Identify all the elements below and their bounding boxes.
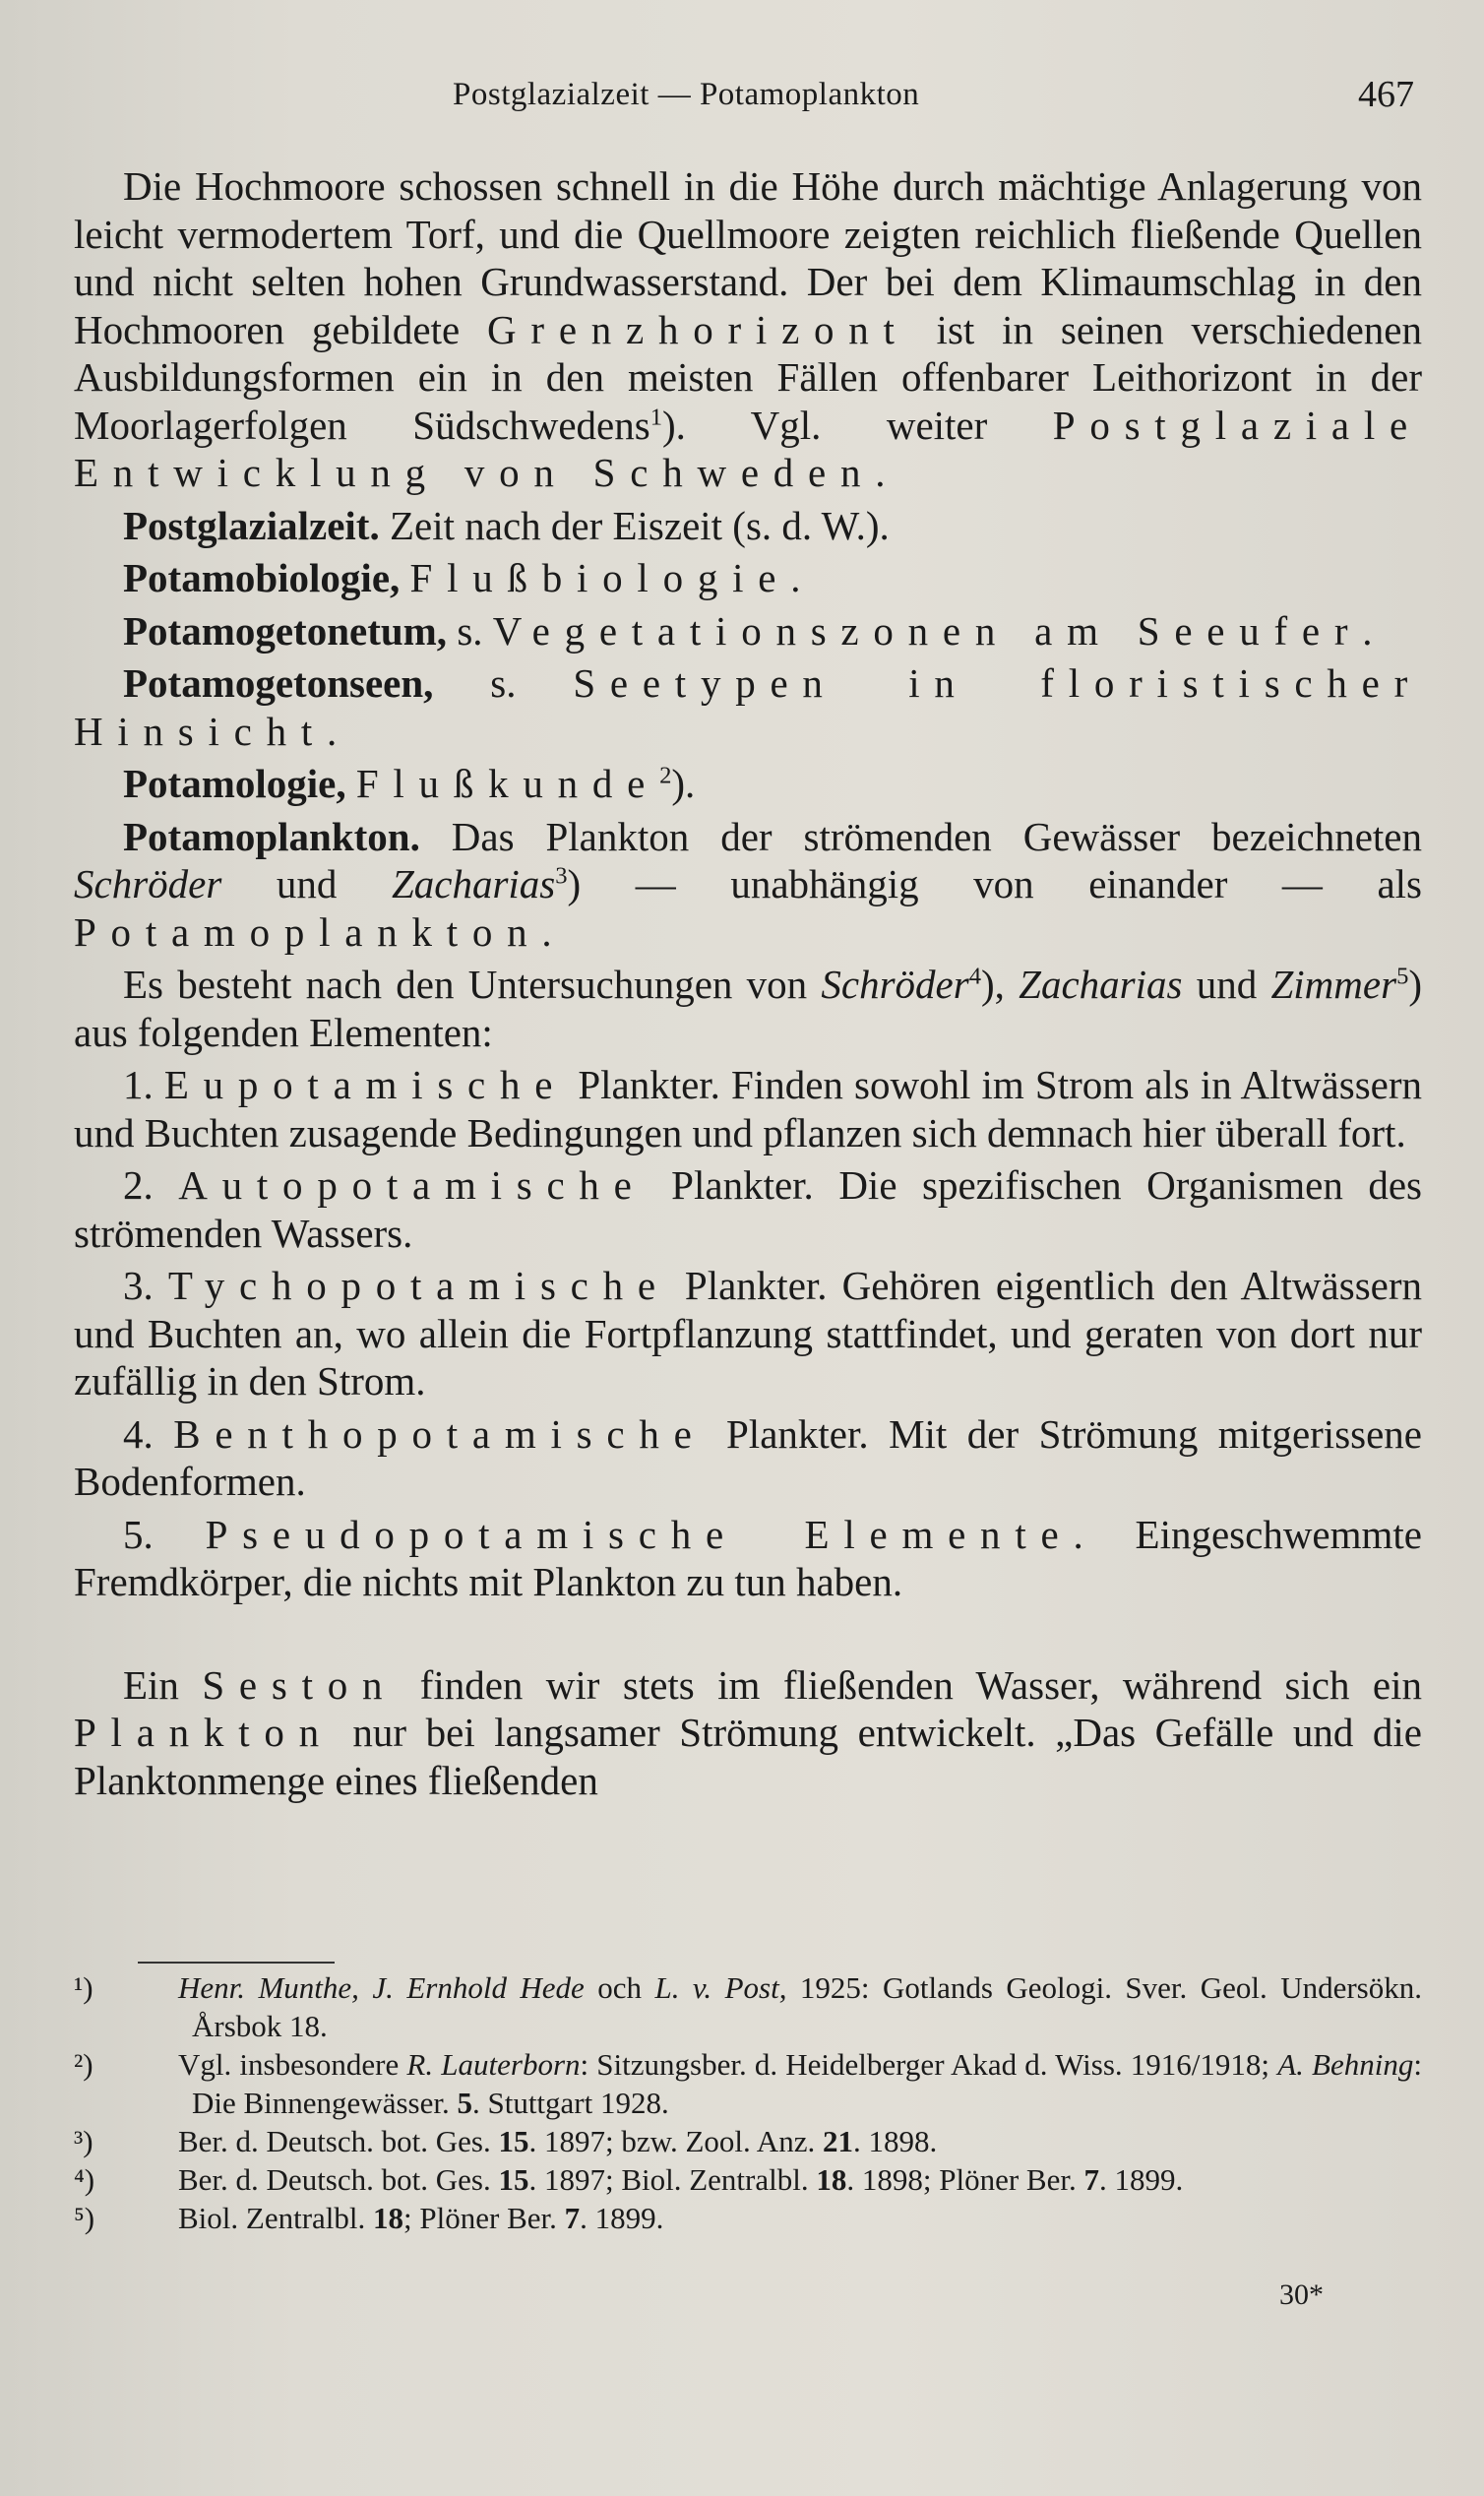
author-name: Schröder xyxy=(821,962,969,1007)
entry-headword: Potamogetonetum, xyxy=(123,607,448,654)
text-run: Plankter. Die spezifischen Organismen des strömenden Wassers. xyxy=(74,1162,1423,1256)
entry-headword: Postglazialzeit. xyxy=(123,502,380,548)
text-run: ). xyxy=(671,761,696,806)
footnote-1 xyxy=(74,1968,1422,2045)
footnote-ref: 3 xyxy=(555,862,568,890)
entry-headword: Potamobiologie, xyxy=(123,555,401,600)
running-title: Postglazialzeit — Potamoplankton xyxy=(453,77,920,112)
element-item-5 xyxy=(74,1511,1422,1606)
volume-number: 15 xyxy=(498,2124,529,2158)
author-name: Zimmer xyxy=(1270,962,1397,1007)
footnotes xyxy=(74,1968,1422,2237)
footnote-ref: 5 xyxy=(1396,963,1409,990)
element-item-4 xyxy=(74,1410,1422,1506)
author-name: Henr. Munthe, J. Ernhold Hede xyxy=(178,1970,585,2005)
text-run: Ein xyxy=(123,1661,203,1708)
text-run: Das Plankton der strömenden Gewässer bezeichneten xyxy=(419,813,1422,859)
text-run: Ber. d. Deutsch. bot. Ges. xyxy=(178,2162,499,2197)
text-run: ), xyxy=(981,962,1020,1007)
spaced-term: Tychopotamische xyxy=(167,1263,670,1308)
page-number: 467 xyxy=(1358,74,1414,115)
text-run: Die Hochmoore schossen schnell in die Höhe durch mächtige Anlagerung von leicht vermodertem Torf, und die Quellmoore zeigten reichlich fließende Quellen und nicht selten hohen Grundwasserstand. Der bei dem Klimaumschlag in den Hochmooren gebildete xyxy=(74,163,1422,352)
spaced-term: Vegetationszonen am Seeufer xyxy=(492,607,1363,654)
spaced-term: Flußbiologie xyxy=(409,555,791,600)
text-run: . xyxy=(541,908,552,955)
entry-potamogetonseen xyxy=(74,659,1422,755)
author-name: L. v. Post, xyxy=(654,1970,787,2005)
text-run: Es besteht nach den Untersuchungen von xyxy=(123,962,822,1007)
element-item-2 xyxy=(74,1161,1422,1257)
text-run: . 1899. xyxy=(580,2201,664,2235)
paragraph-intro xyxy=(74,961,1422,1056)
footnote-2 xyxy=(74,2045,1422,2122)
author-name: Zacharias xyxy=(1019,962,1183,1007)
footnote-3 xyxy=(74,2122,1422,2160)
footnote-label: ²) xyxy=(74,2047,93,2082)
text-run: Vgl. insbesondere xyxy=(178,2047,407,2082)
author-name: Schröder xyxy=(74,861,222,906)
text-run: ; Plöner Ber. xyxy=(403,2201,565,2235)
text-run: s. xyxy=(447,607,493,654)
footnote-4 xyxy=(74,2160,1422,2199)
text-run: ) — unabhängig von einander — als xyxy=(567,861,1423,906)
spaced-term: Eupotamische xyxy=(163,1062,568,1107)
footnote-label: ³) xyxy=(74,2124,93,2158)
entry-potamogetonetum xyxy=(74,607,1422,655)
text-run: ) aus folgenden Elementen: xyxy=(74,962,1423,1055)
text-run: Plankter. Finden sowohl im Strom als in Altwässern und Buchten zusagende Bedingungen und pflanzen sich demnach hier überall fort. xyxy=(74,1062,1423,1155)
footnote-label: ⁴) xyxy=(74,2162,95,2197)
text-run: und xyxy=(221,861,392,906)
text-run: . xyxy=(327,708,338,754)
spaced-term: Benthopotamische xyxy=(173,1410,707,1457)
paragraph-hochmoore xyxy=(74,162,1422,497)
text-run: Biol. Zentralbl. xyxy=(178,2201,374,2235)
text-run: : Sitzungsber. d. Heidelberger Akad d. Wiss. 1916/1918; xyxy=(580,2047,1278,2082)
spaced-term: Seston xyxy=(202,1661,398,1708)
item-number: 5. xyxy=(123,1511,154,1557)
text-run: und xyxy=(1182,962,1271,1007)
author-name: R. Lauterborn xyxy=(406,2047,581,2082)
item-number: 4. xyxy=(123,1410,154,1457)
author-name: Zacharias xyxy=(391,861,556,906)
entry-headword: Potamogetonseen, xyxy=(123,660,434,706)
volume-number: 7 xyxy=(564,2201,581,2235)
entry-postglazialzeit xyxy=(74,502,1422,550)
author-name: A. Behning xyxy=(1277,2047,1414,2082)
text-run: Ber. d. Deutsch. bot. Ges. xyxy=(178,2124,499,2158)
volume-number: 21 xyxy=(822,2124,853,2158)
entry-potamobiologie xyxy=(74,554,1422,602)
text-run: Zeit nach der Eiszeit (s. d. W.). xyxy=(379,502,890,548)
text-run: . Stuttgart 1928. xyxy=(471,2086,669,2120)
text-run: . xyxy=(790,555,801,600)
text-run: finden wir stets im fließenden Wasser, während sich ein xyxy=(397,1661,1422,1708)
text-run: Plankter. Mit der Strömung mitgerissene Bodenformen. xyxy=(74,1410,1423,1504)
entry-headword: Potamoplankton. xyxy=(123,813,420,859)
spaced-term: Pseudopotamische Elemente xyxy=(205,1511,1074,1557)
volume-number: 18 xyxy=(373,2201,404,2235)
volume-number: 15 xyxy=(498,2162,529,2197)
text-run: nur bei langsamer Strömung entwickelt. „Das Gefälle und die Planktonmenge eines fließenden xyxy=(74,1710,1422,1803)
text-run: . 1897; Biol. Zentralbl. xyxy=(528,2162,817,2197)
text-run: och xyxy=(584,1970,655,2005)
text-run: . 1897; bzw. Zool. Anz. xyxy=(528,2124,823,2158)
entry-potamologie xyxy=(74,760,1422,808)
text-run: . xyxy=(875,450,886,495)
footnote-label: ¹) xyxy=(74,1970,93,2005)
text-run: . xyxy=(1362,607,1373,654)
entry-headword: Potamologie, xyxy=(123,761,346,806)
item-number: 2. xyxy=(123,1162,154,1208)
footnote-ref: 2 xyxy=(659,762,672,789)
text-run: ist in seinen verschiedenen Ausbildungsformen ein in den meisten Fällen offenbarer Leithorizont in der Moorlagerfolgen Südschwedens xyxy=(74,306,1422,448)
volume-number: 5 xyxy=(457,2086,472,2120)
spaced-term: Potamoplankton xyxy=(74,908,542,955)
footnote-rule xyxy=(138,1962,335,1964)
footnote-label: ⁵) xyxy=(74,2201,95,2235)
text-run: 1925: Gotlands Geologi. Sver. Geol. Undersökn. Årsbok 18. xyxy=(192,1970,1422,2043)
spaced-term: Postglaziale Entwicklung von Schweden xyxy=(74,402,1422,495)
text-run: . Eingeschwemmte Fremdkörper, die nichts mit Plankton zu tun haben. xyxy=(74,1511,1422,1604)
volume-number: 7 xyxy=(1083,2162,1099,2197)
page-header xyxy=(0,69,1484,128)
footnote-5 xyxy=(74,2199,1422,2237)
text-run: : Die Binnengewässer. xyxy=(192,2047,1422,2120)
paragraph-seston xyxy=(74,1661,1422,1805)
paragraph-gap xyxy=(74,1606,1422,1661)
signature-mark: 30* xyxy=(1279,2278,1324,2311)
text-run: . 1898. xyxy=(852,2124,938,2158)
text-run: ). Vgl. weiter xyxy=(661,402,1053,448)
spaced-term: Autopotamische xyxy=(178,1162,647,1208)
entry-potamoplankton xyxy=(74,813,1422,957)
spaced-term: Grenzhorizont xyxy=(487,306,909,352)
footnote-ref: 1 xyxy=(649,403,662,430)
text-run: . 1899. xyxy=(1098,2162,1184,2197)
spaced-term: Flußkunde xyxy=(355,761,660,806)
spaced-term: Seetypen in floristischer Hinsicht xyxy=(74,660,1422,754)
text-run: . 1898; Plöner Ber. xyxy=(846,2162,1084,2197)
text-run: s. xyxy=(433,660,574,706)
element-item-3 xyxy=(74,1262,1422,1405)
item-number: 1. xyxy=(123,1062,154,1107)
text-run: Plankter. Gehören eigentlich den Altwässern und Buchten an, wo allein die Fortpflanzung stattfindet, und geraten von dort nur zufällig in den Strom. xyxy=(74,1263,1423,1404)
element-item-1 xyxy=(74,1061,1422,1156)
item-number: 3. xyxy=(123,1263,154,1308)
footnote-ref: 4 xyxy=(968,963,982,990)
main-text xyxy=(74,162,1422,1804)
volume-number: 18 xyxy=(816,2162,847,2197)
spaced-term: Plankton xyxy=(74,1710,334,1755)
